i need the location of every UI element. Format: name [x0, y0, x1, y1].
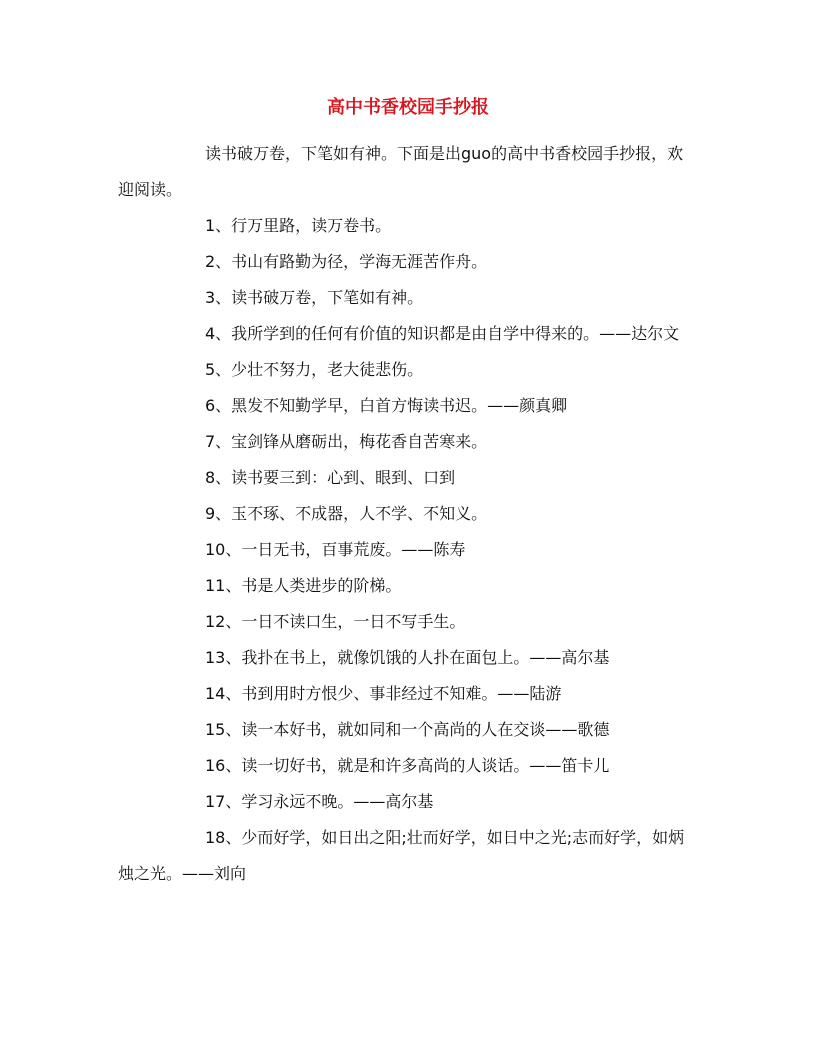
document-body: [118, 136, 698, 892]
quote-item-15: 15、读一本好书，就如同和一个高尚的人在交谈——歌德: [205, 720, 610, 739]
quote-item-18: 18、少而好学，如日出之阳;壮而好学，如日中之光;志而好学，如炳烛之光。——刘向: [118, 828, 685, 883]
quote-item-1: 1、行万里路，读万卷书。: [205, 216, 392, 235]
quote-item-17: 17、学习永远不晚。——高尔基: [205, 792, 434, 811]
quote-item-13: 13、我扑在书上，就像饥饿的人扑在面包上。——高尔基: [205, 648, 610, 667]
quote-item-9: 9、玉不琢、不成器，人不学、不知义。: [205, 504, 488, 523]
quote-item-8: 8、读书要三到：心到、眼到、口到: [205, 468, 456, 487]
quote-item-11: 11、书是人类进步的阶梯。: [205, 576, 402, 595]
quote-item-14: 14、书到用时方恨少、事非经过不知难。——陆游: [205, 684, 562, 703]
quote-item-12: 12、一日不读口生，一日不写手生。: [205, 612, 466, 631]
quote-item-2: 2、书山有路勤为径，学海无涯苦作舟。: [205, 252, 488, 271]
quote-item-5: 5、少壮不努力，老大徒悲伤。: [205, 360, 424, 379]
intro-paragraph: 读书破万卷，下笔如有神。下面是出guo的高中书香校园手抄报，欢迎阅读。: [118, 144, 684, 199]
quote-item-3: 3、读书破万卷，下笔如有神。: [205, 288, 424, 307]
document-title: 高中书香校园手抄报: [327, 97, 489, 118]
quote-item-4: 4、我所学到的任何有价值的知识都是由自学中得来的。——达尔文: [205, 324, 680, 343]
quote-item-16: 16、读一切好书，就是和许多高尚的人谈话。——笛卡儿: [205, 756, 610, 775]
quote-item-6: 6、黑发不知勤学早，白首方悔读书迟。——颜真卿: [205, 396, 568, 415]
quote-item-10: 10、一日无书，百事荒废。——陈寿: [205, 540, 466, 559]
quote-item-7: 7、宝剑锋从磨砺出，梅花香自苦寒来。: [205, 432, 488, 451]
